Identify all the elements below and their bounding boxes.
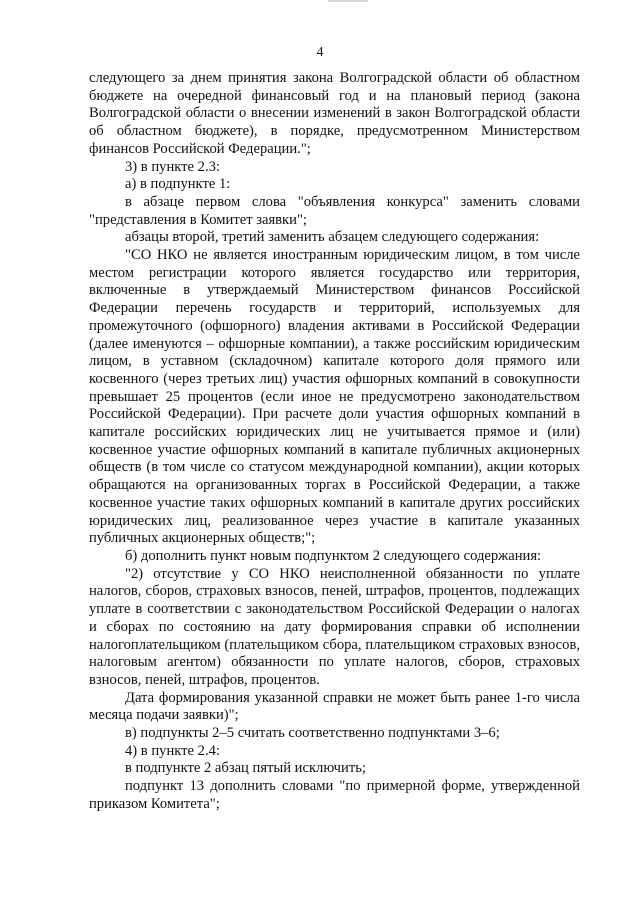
paragraph-item-4: 4) в пункте 2.4: xyxy=(125,742,220,759)
paragraph-abzacs-replace: абзацы второй, третий заменить абзацем следующего содержания: xyxy=(125,229,540,246)
paragraph-budget-law-end: следующего за днем принятия закона Волгоградской области об областном бюджете на очередной финансовый год и на плановый период (закона Волгоградской области о внесении изменений в закон Волгоградской области об областном бюджете), в порядке, предусмотренном Министерством финансов Российской Федерации."; xyxy=(89,70,580,157)
paragraph-subitem-b: б) дополнить пункт новым подпунктом 2 следующего содержания: xyxy=(125,547,542,564)
paragraph-subitem-a: а) в подпункте 1: xyxy=(125,176,231,193)
paragraph-tax-debt-requirement: "2) отсутствие у СО НКО неисполненной обязанности по уплате налогов, сборов, страховых взносов, пеней, штрафов, процентов, подлежащих уплате в соответствии с законодательством Российской Федерации о налогах и сборах по состоянию на дату формирования справки об исполнении налогоплательщиком (плательщиком сбора, плательщиком страховых взносов, налоговым агентом) обязанности по уплате налогов, сборов, страховых взносов, пеней, штрафов, процентов. xyxy=(89,565,580,688)
paragraph-offshore-requirement: "СО НКО не является иностранным юридическим лицом, в том числе местом регистрации которого является государство или территория, включенные в утверждаемый Министерством финансов Российской Федерации перечень государств и территорий, используемых для промежуточного (офшорного) владения активами в Российской Федерации (далее именуются – офшорные компании), а также российским юридическим лицом, в уставном (складочном) капитале которого доля прямого или косвенного (через третьих лиц) участия офшорных компаний в совокупности превышает 25 процентов (если иное не предусмотрено законодательством Российской Федерации). При расчете доли участия офшорных компаний в капитале российских юридических лиц не учитывается прямое и (или) косвенное участие офшорных компаний в капитале публичных акционерных обществ (в том числе со статусом международной компании), акции которых обращаются на организованных торгах в Российской Федерации, а также косвенное участие таких офшорных компаний в капитале других российских юридических лиц, реализованное через участие в капитале указанных публичных акционерных обществ;"; xyxy=(89,247,580,547)
paragraph-subitem-v: в) подпункты 2–5 считать соответственно подпунктами 3–6; xyxy=(125,725,500,742)
page-number: 4 xyxy=(316,45,324,60)
paragraph-item-3: 3) в пункте 2.3: xyxy=(125,158,220,175)
scan-edge-mark xyxy=(328,0,368,2)
paragraph-first-abzac-replace: в абзаце первом слова "объявления конкурса" заменить словами "представления в Комитет заявки"; xyxy=(89,193,580,228)
paragraph-subitem-13: подпункт 13 дополнить словами "по примерной форме, утвержденной приказом Комитета"; xyxy=(89,778,580,812)
paragraph-exclude-abzac: в подпункте 2 абзац пятый исключить; xyxy=(125,760,366,777)
document-body xyxy=(89,70,580,814)
paragraph-certificate-date: Дата формирования указанной справки не может быть ранее 1-го числа месяца подачи заявки)"; xyxy=(89,689,580,724)
